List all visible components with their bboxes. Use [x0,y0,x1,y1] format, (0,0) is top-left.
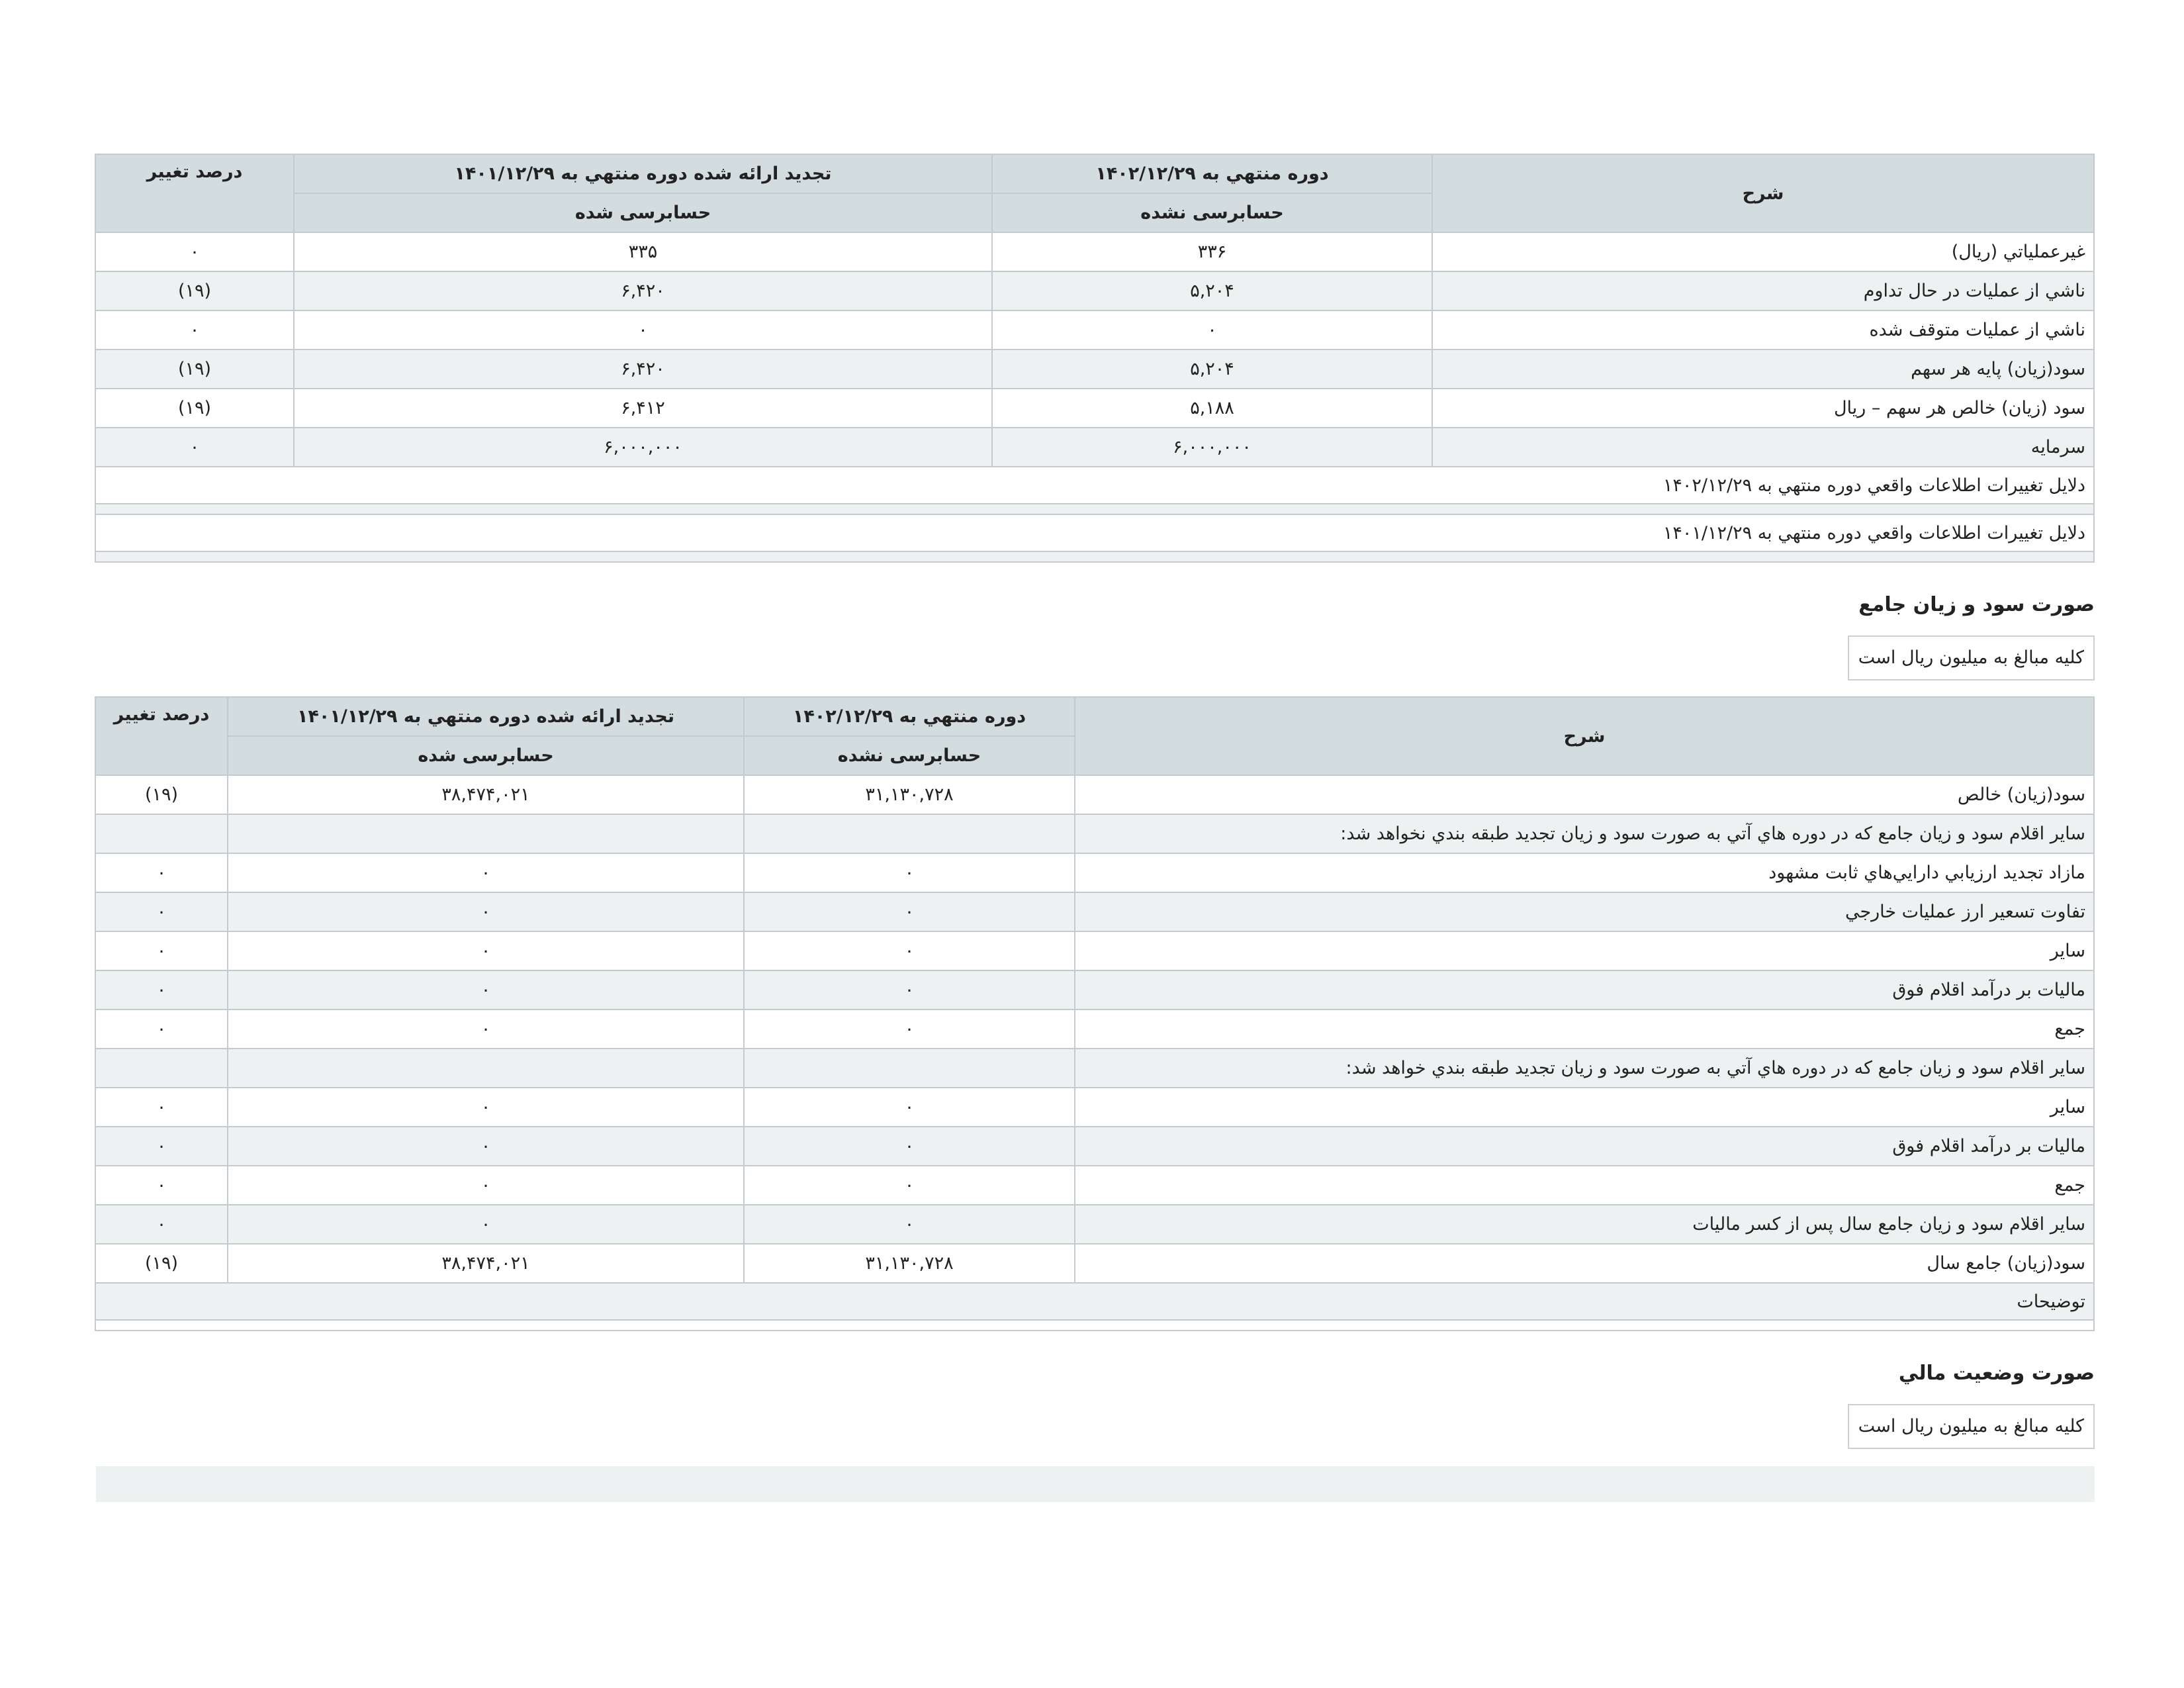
table-row [95,970,2094,1009]
row-prior-value: ۳۸,۴۷۴,۰۲۱ [228,1244,744,1283]
row-change-percent: (۱۹) [95,389,294,428]
row-description: مازاد تجديد ارزيابي دارايي‌هاي ثابت مشهود [1075,853,2094,892]
row-prior-value: ۰ [228,1205,744,1244]
table-row [95,232,2094,271]
row-prior-value: ۳۸,۴۷۴,۰۲۱ [228,775,744,814]
notes-label: توضيحات [95,1283,2094,1320]
row-current-value [744,1049,1075,1088]
row-current-value: ۰ [992,310,1432,350]
row-description: ساير اقلام سود و زيان جامع که در دوره هاي آتي به صورت سود و زيان تجديد طبقه بندي خواهد شد: [1075,1049,2094,1088]
header-current-period: دوره منتهي به ۱۴۰۲/۱۲/۲۹ [744,697,1075,736]
row-description: ساير اقلام سود و زيان جامع سال پس از کسر ماليات [1075,1205,2094,1244]
header-description: شرح [1075,697,2094,775]
changes-reason-row [95,467,2094,504]
row-change-percent: ۰ [95,232,294,271]
comprehensive-income-table [95,696,2095,1331]
row-current-value: ۰ [744,931,1075,970]
row-current-value: ۰ [744,853,1075,892]
unit-note-wrapper [96,1392,2095,1449]
row-change-percent: ۰ [95,931,228,970]
section-title-financial-position: صورت وضعيت مالي [1898,1362,2095,1385]
changes-reason-current: دلايل تغييرات اطلاعات واقعي دوره منتهي به ۱۴۰۲/۱۲/۲۹ [95,467,2094,504]
row-description: سرمايه [1432,428,2094,467]
unit-note: کليه مبالغ به ميليون ريال است [1848,635,2095,680]
changes-reason-row [95,514,2094,551]
table-row [95,1009,2094,1049]
row-current-value: ۵,۲۰۴ [992,271,1432,310]
row-change-percent: ۰ [95,1205,228,1244]
row-current-value: ۵,۱۸۸ [992,389,1432,428]
row-description: ساير [1075,931,2094,970]
unit-note: کليه مبالغ به ميليون ريال است [1848,1404,2095,1449]
header-change-percent: درصد تغيير [95,697,228,775]
row-prior-value: ۰ [294,310,992,350]
row-prior-value: ۰ [228,1166,744,1205]
spacer-row [95,504,2094,514]
row-description: ناشي از عمليات متوقف شده [1432,310,2094,350]
row-prior-value: ۰ [228,931,744,970]
table-row [95,1166,2094,1205]
section-title-comprehensive-income: صورت سود و زيان جامع [1858,593,2095,616]
row-change-percent [95,1049,228,1088]
table-row [95,1127,2094,1166]
row-current-value: ۰ [744,1127,1075,1166]
row-current-value [744,814,1075,853]
header-description: شرح [1432,154,2094,232]
row-description: ماليات بر درآمد اقلام فوق [1075,1127,2094,1166]
header-current-status: حسابرسی نشده [992,193,1432,232]
header-prior-status: حسابرسی شده [294,193,992,232]
row-current-value: ۰ [744,1009,1075,1049]
row-prior-value: ۳۳۵ [294,232,992,271]
notes-row [95,1283,2094,1320]
table-row [95,310,2094,350]
row-change-percent: ۰ [95,1166,228,1205]
table-row [95,1088,2094,1127]
row-description: غيرعملياتي (ريال) [1432,232,2094,271]
row-change-percent [95,814,228,853]
row-prior-value: ۶,۴۲۰ [294,271,992,310]
row-prior-value: ۰ [228,892,744,931]
table-row [95,892,2094,931]
table-row [95,853,2094,892]
eps-table-body [95,232,2094,562]
row-description: سود (زيان) خالص هر سهم – ريال [1432,389,2094,428]
row-description: سود(زيان) پايه هر سهم [1432,350,2094,389]
header-prior-period: تجديد ارائه شده دوره منتهي به ۱۴۰۱/۱۲/۲۹ [294,154,992,193]
row-change-percent: ۰ [95,310,294,350]
row-prior-value: ۶,۴۱۲ [294,389,992,428]
row-current-value: ۳۳۶ [992,232,1432,271]
spacer-row [95,551,2094,562]
table-row [95,428,2094,467]
header-prior-period: تجديد ارائه شده دوره منتهي به ۱۴۰۱/۱۲/۲۹ [228,697,744,736]
table-row [95,814,2094,853]
header-current-status: حسابرسی نشده [744,736,1075,775]
row-current-value: ۰ [744,970,1075,1009]
row-description: سود(زيان) خالص [1075,775,2094,814]
table-row [95,775,2094,814]
row-description: ماليات بر درآمد اقلام فوق [1075,970,2094,1009]
row-description: ساير [1075,1088,2094,1127]
row-description: ساير اقلام سود و زيان جامع که در دوره هاي آتي به صورت سود و زيان تجديد طبقه بندي نخواهد شد: [1075,814,2094,853]
spacer-row [95,1320,2094,1331]
row-current-value: ۰ [744,892,1075,931]
row-prior-value: ۶,۴۲۰ [294,350,992,389]
table-row [95,389,2094,428]
row-change-percent: (۱۹) [95,775,228,814]
row-change-percent: ۰ [95,428,294,467]
financial-position-table-header-strip [96,1466,2095,1502]
comprehensive-income-table-body [95,775,2094,1331]
row-description: سود(زيان) جامع سال [1075,1244,2094,1283]
table-row [95,931,2094,970]
row-change-percent: ۰ [95,1009,228,1049]
row-change-percent: ۰ [95,892,228,931]
table-row [95,1205,2094,1244]
report-page [96,154,2095,1502]
row-change-percent: (۱۹) [95,350,294,389]
row-prior-value [228,1049,744,1088]
row-description: تفاوت تسعير ارز عمليات خارجي [1075,892,2094,931]
row-prior-value: ۰ [228,853,744,892]
table-row [95,1049,2094,1088]
row-current-value: ۳۱,۱۳۰,۷۲۸ [744,1244,1075,1283]
row-current-value: ۶,۰۰۰,۰۰۰ [992,428,1432,467]
table-row [95,271,2094,310]
header-prior-status: حسابرسی شده [228,736,744,775]
row-current-value: ۰ [744,1205,1075,1244]
row-change-percent: ۰ [95,970,228,1009]
row-prior-value: ۶,۰۰۰,۰۰۰ [294,428,992,467]
table-row [95,350,2094,389]
row-description: ناشي از عمليات در حال تداوم [1432,271,2094,310]
row-change-percent: (۱۹) [95,271,294,310]
header-change-percent: درصد تغيير [95,154,294,232]
row-description: جمع [1075,1166,2094,1205]
row-prior-value: ۰ [228,970,744,1009]
header-current-period: دوره منتهي به ۱۴۰۲/۱۲/۲۹ [992,154,1432,193]
table-row [95,1244,2094,1283]
row-change-percent: ۰ [95,853,228,892]
spacer-cell [95,551,2094,562]
row-current-value: ۰ [744,1088,1075,1127]
row-current-value: ۳۱,۱۳۰,۷۲۸ [744,775,1075,814]
changes-reason-prior: دلايل تغييرات اطلاعات واقعي دوره منتهي به ۱۴۰۱/۱۲/۲۹ [95,514,2094,551]
row-change-percent: ۰ [95,1127,228,1166]
row-change-percent: (۱۹) [95,1244,228,1283]
row-change-percent: ۰ [95,1088,228,1127]
row-current-value: ۰ [744,1166,1075,1205]
spacer-cell [95,504,2094,514]
row-prior-value: ۰ [228,1009,744,1049]
eps-table [95,154,2095,563]
spacer-cell [95,1320,2094,1331]
row-prior-value: ۰ [228,1088,744,1127]
row-description: جمع [1075,1009,2094,1049]
row-prior-value [228,814,744,853]
row-prior-value: ۰ [228,1127,744,1166]
unit-note-wrapper [96,624,2095,680]
row-current-value: ۵,۲۰۴ [992,350,1432,389]
